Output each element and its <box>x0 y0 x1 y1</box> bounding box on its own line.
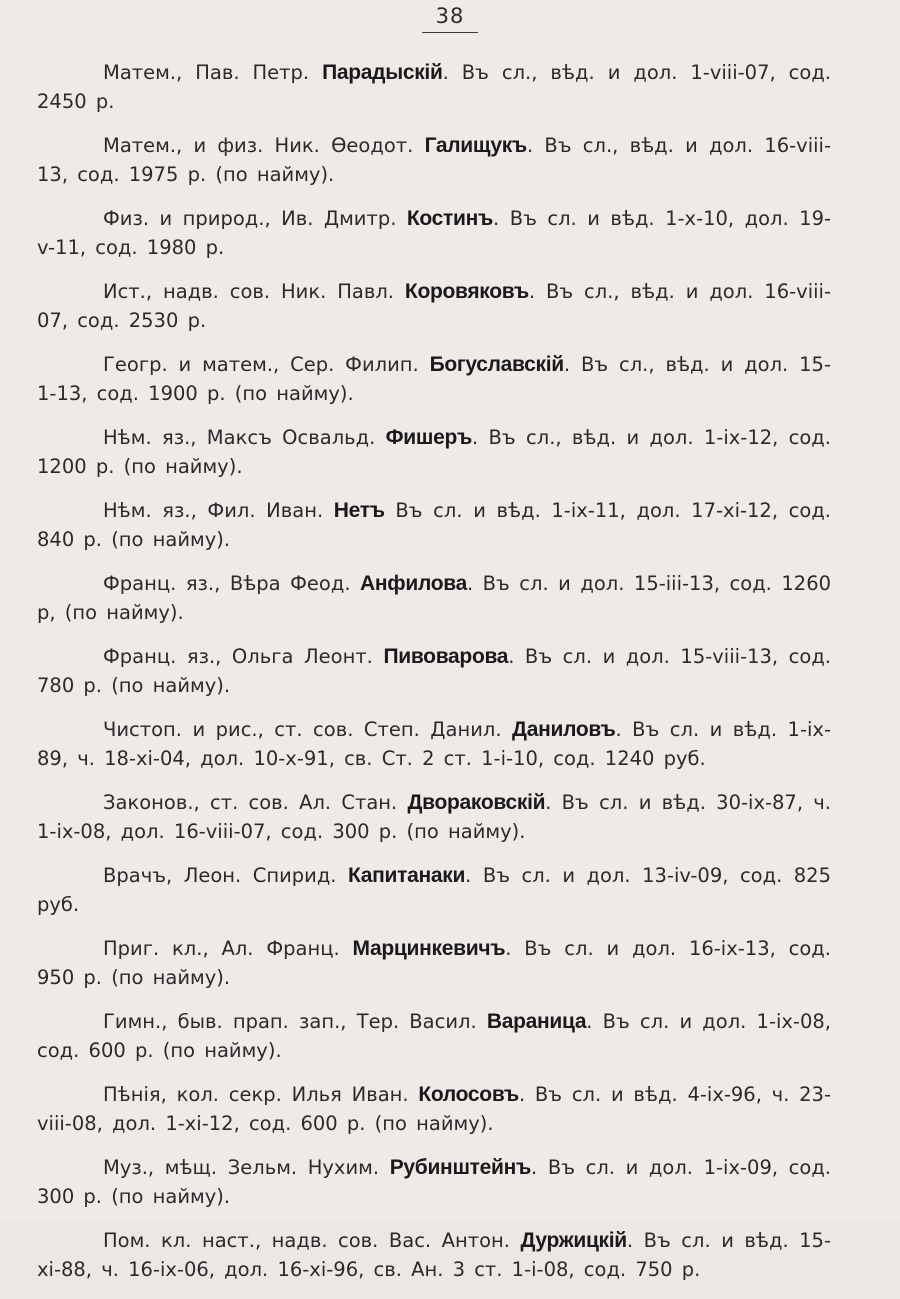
surname: Костинъ <box>406 207 494 230</box>
entry-prefix: Нѣм. яз., Максъ Освальд. <box>103 426 386 449</box>
entry-details: . Въ сл. и дол. 15-iii-13, сод. 1260 р, (по найму). <box>37 572 832 624</box>
entry-prefix: Матем., и физ. Ник. Өеодот. <box>103 134 425 157</box>
surname: Анфилова <box>360 572 467 595</box>
surname: Капитанаки <box>348 864 466 887</box>
entry-prefix: Врачъ, Леон. Спирид. <box>103 864 349 887</box>
page-header <box>0 4 900 33</box>
staff-entry <box>37 934 831 992</box>
staff-entry <box>37 277 831 335</box>
entry-prefix: Франц. яз., Ольга Леонт. <box>103 645 384 668</box>
entry-details: . Въ сл. и дол. 13-iv-09, сод. 825 руб. <box>37 864 831 916</box>
staff-entry <box>37 1226 831 1284</box>
entry-details: . Въ сл. и вѣд. 1-ix-89, ч. 18-xi-04, дол. 10-x-91, св. Ст. 2 ст. 1-i-10, сод. 1240 руб. <box>37 718 831 770</box>
entry-details: . Въ сл., вѣд. и дол. 16-viii-13, сод. 1975 р. (по найму). <box>37 134 831 186</box>
entry-details: . Въ сл., вѣд. и дол. 15-1-13, сод. 1900 р. (по найму). <box>37 353 831 405</box>
surname: Галищукъ <box>424 134 527 157</box>
entry-details: . Въ сл. и вѣд. 15-xi-88, ч. 16-ix-06, дол. 16-xi-96, св. Ан. 3 ст. 1-i-08, сод. 750 р. <box>37 1229 832 1281</box>
entry-details: . Въ сл. и вѣд. 30-ix-87, ч. 1-ix-08, дол. 16-viii-07, сод. 300 р. (по найму). <box>37 791 832 843</box>
entry-prefix: Приг. кл., Ал. Франц. <box>103 937 353 960</box>
surname: Фишеръ <box>385 426 473 449</box>
page-number: 38 <box>422 4 479 33</box>
staff-entry <box>37 423 831 481</box>
entry-prefix: Франц. яз., Вѣра Феод. <box>103 572 361 595</box>
staff-list <box>37 58 831 1299</box>
entry-details: . Въ сл. и вѣд. 4-ix-96, ч. 23-viii-08, дол. 1-xi-12, сод. 600 р. (по найму). <box>37 1083 832 1135</box>
staff-entry <box>37 1080 831 1138</box>
staff-entry <box>37 204 831 262</box>
entry-prefix: Пѣнія, кол. секр. Илья Иван. <box>103 1083 419 1106</box>
entry-details: . Въ сл., вѣд. и дол. 16-viii-07, сод. 2530 р. <box>37 280 831 332</box>
surname: Вараница <box>486 1010 587 1033</box>
entry-prefix: Физ. и природ., Ив. Дмитр. <box>103 207 407 230</box>
staff-entry <box>37 1007 831 1065</box>
entry-prefix: Законов., ст. сов. Ал. Стан. <box>103 791 408 814</box>
entry-details: . Въ сл. и дол. 16-ix-13, сод. 950 р. (по найму). <box>37 937 831 989</box>
surname: Парадыскій <box>322 61 443 84</box>
surname: Нетъ <box>333 499 385 522</box>
entry-details: . Въ сл. и дол. 1-ix-08, сод. 600 р. (по найму). <box>37 1010 831 1062</box>
entry-prefix: Гимн., быв. прап. зап., Тер. Васил. <box>103 1010 487 1033</box>
surname: Даниловъ <box>512 718 616 741</box>
surname: Богуславскій <box>429 353 564 376</box>
staff-entry <box>37 1153 831 1211</box>
staff-entry <box>37 861 831 919</box>
entry-details: . Въ сл. и дол. 1-ix-09, сод. 300 р. (по найму). <box>37 1156 831 1208</box>
staff-entry <box>37 715 831 773</box>
surname: Дуржицкій <box>520 1229 627 1252</box>
surname: Рубинштейнъ <box>389 1156 532 1179</box>
entry-prefix: Матем., Пав. Петр. <box>103 61 323 84</box>
surname: Марцинкевичъ <box>352 937 506 960</box>
surname: Пивоварова <box>383 645 509 668</box>
entry-prefix: Нѣм. яз., Фил. Иван. <box>103 499 334 522</box>
staff-entry <box>37 131 831 189</box>
entry-prefix: Пом. кл. наст., надв. сов. Вас. Антон. <box>103 1229 521 1252</box>
entry-prefix: Чистоп. и рис., ст. сов. Степ. Данил. <box>103 718 513 741</box>
staff-entry <box>37 496 831 554</box>
surname: Двораковскій <box>407 791 546 814</box>
entry-prefix: Геогр. и матем., Сер. Филип. <box>103 353 430 376</box>
staff-entry <box>37 350 831 408</box>
surname: Коровяковъ <box>404 280 529 303</box>
entry-details: . Въ сл. и дол. 15-viii-13, сод. 780 р. (по найму). <box>37 645 831 697</box>
entry-details: . Въ сл. и вѣд. 1-x-10, дол. 19-v-11, сод. 1980 р. <box>37 207 832 259</box>
staff-entry <box>37 569 831 627</box>
entry-prefix: Муз., мѣщ. Зельм. Нухим. <box>103 1156 390 1179</box>
entry-details: . Въ сл., вѣд. и дол. 1-ix-12, сод. 1200 р. (по найму). <box>37 426 831 478</box>
staff-entry <box>37 58 831 116</box>
entry-details: Въ сл. и вѣд. 1-ix-11, дол. 17-xi-12, сод. 840 р. (по найму). <box>37 499 831 551</box>
entry-prefix: Ист., надв. сов. Ник. Павл. <box>103 280 405 303</box>
staff-entry <box>37 642 831 700</box>
surname: Колосовъ <box>418 1083 519 1106</box>
staff-entry <box>37 788 831 846</box>
entry-details: . Въ сл., вѣд. и дол. 1-viii-07, сод. 2450 р. <box>37 61 831 113</box>
